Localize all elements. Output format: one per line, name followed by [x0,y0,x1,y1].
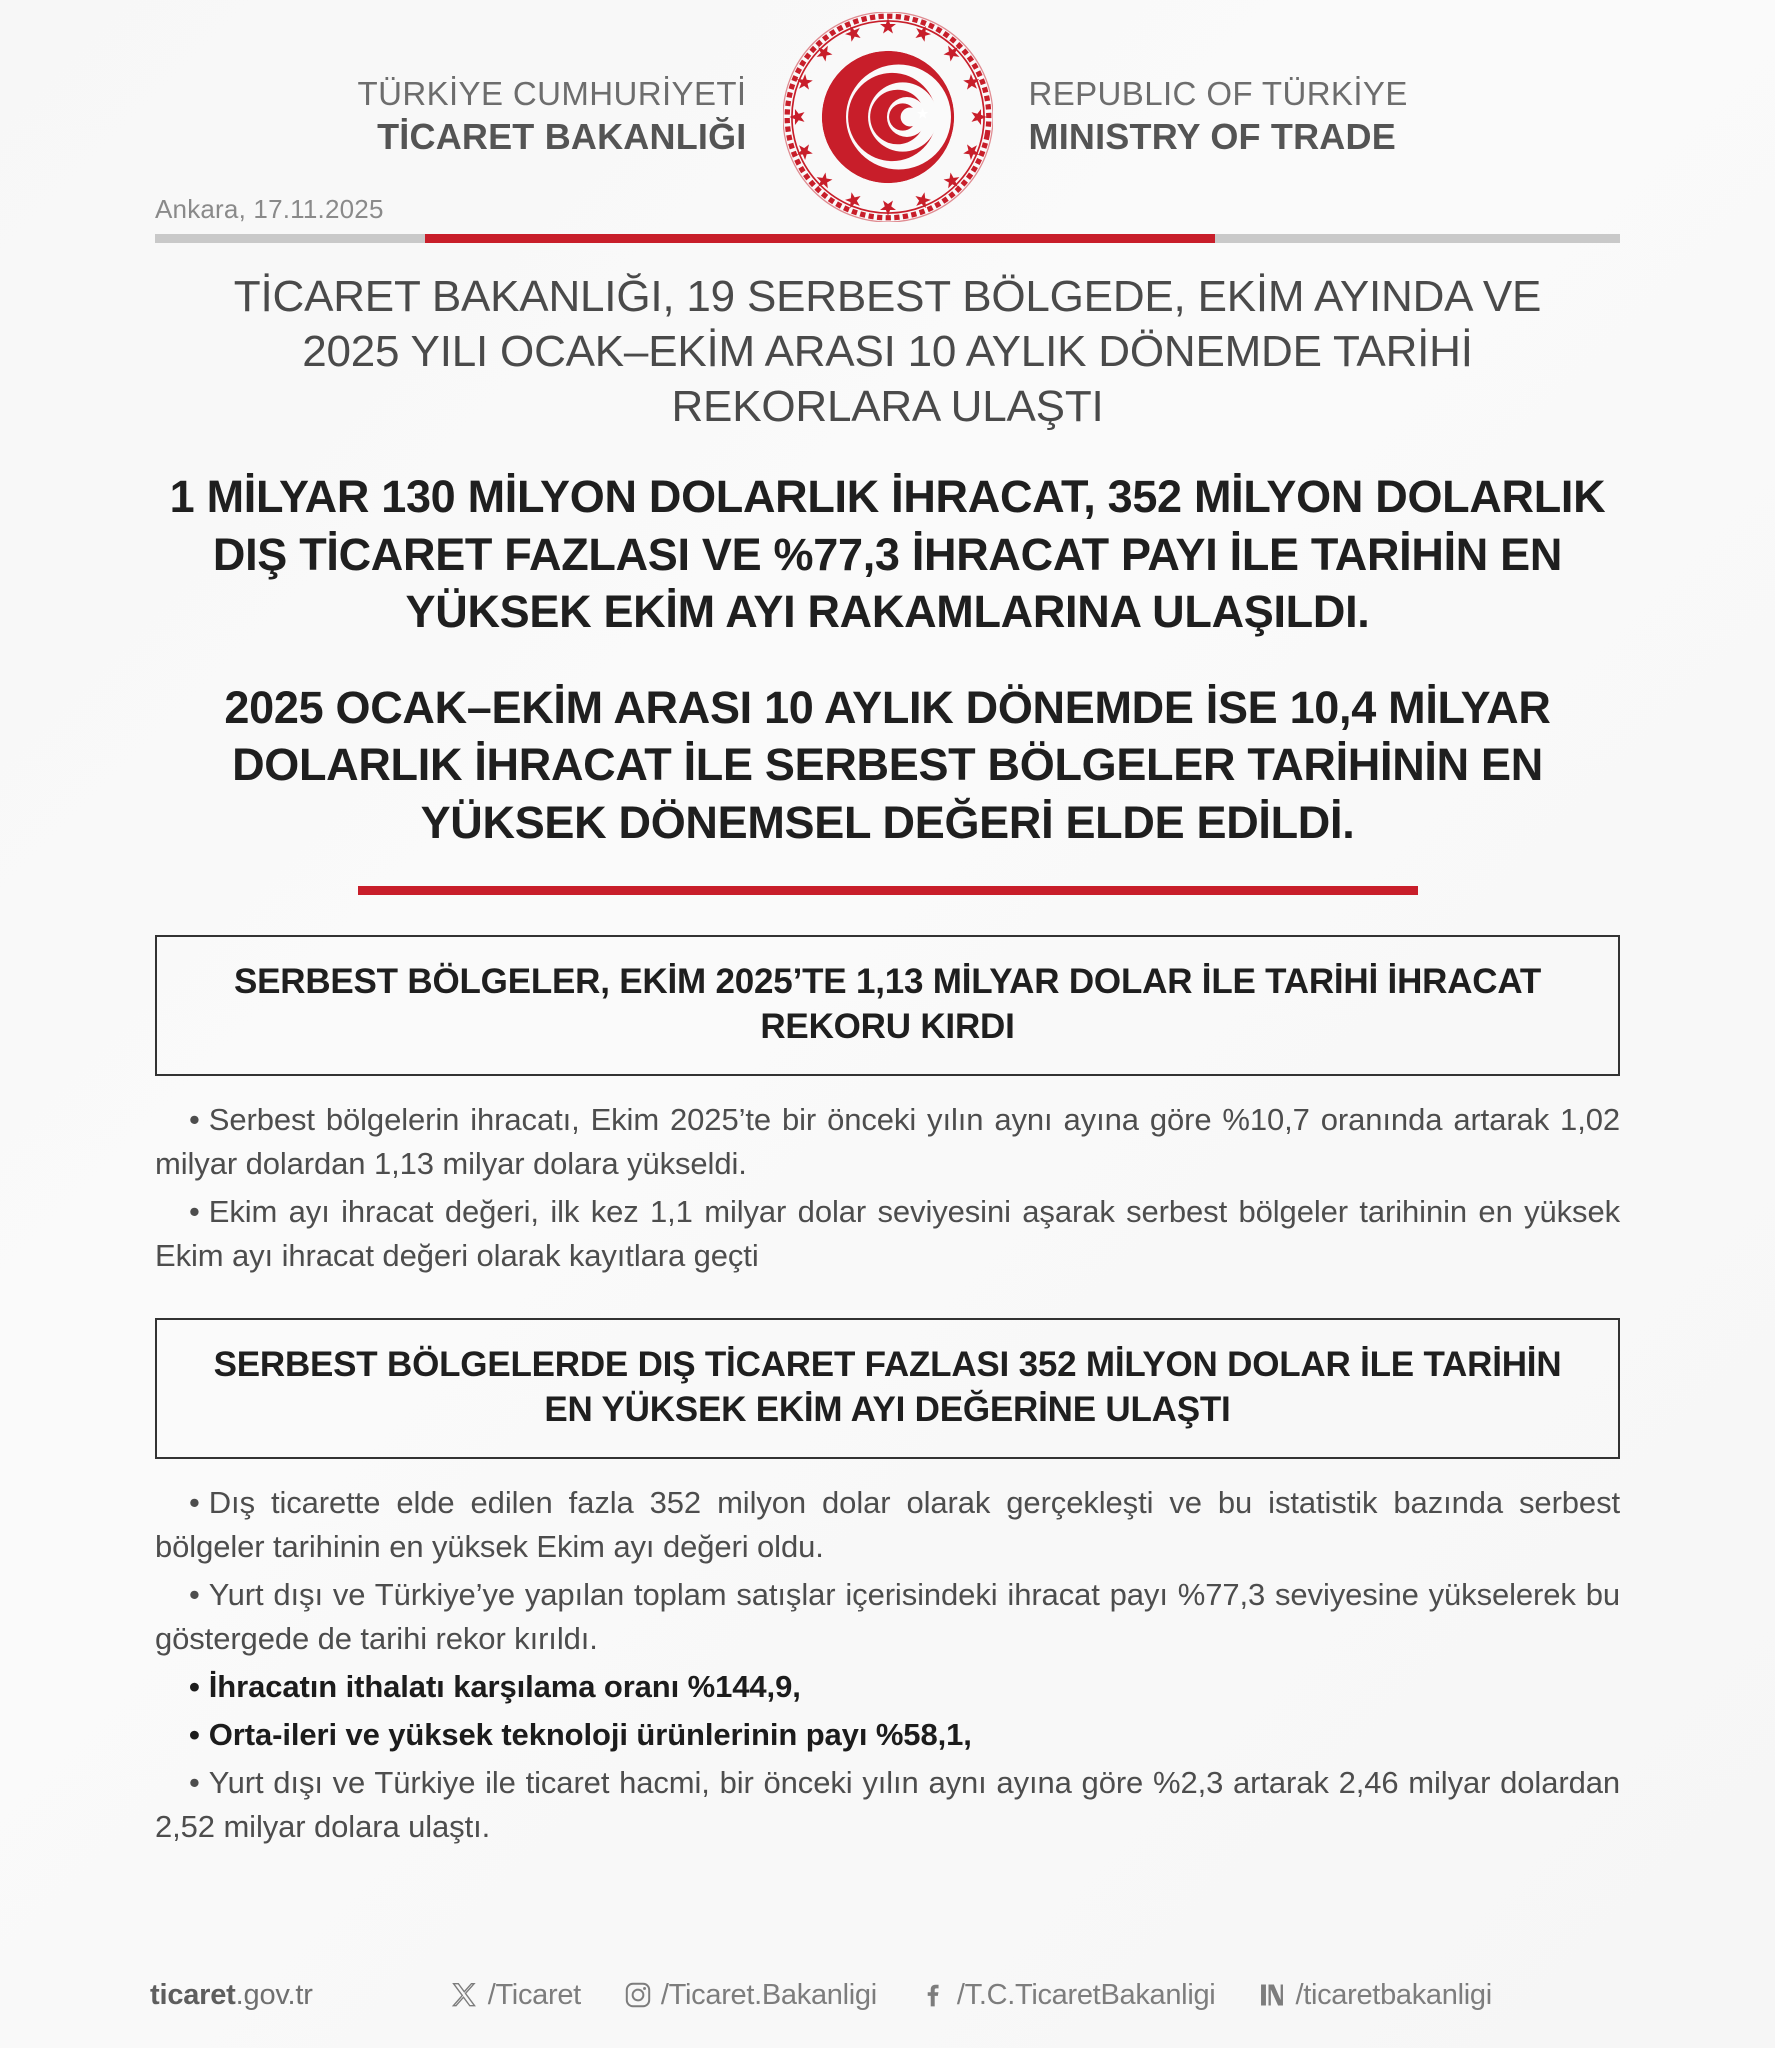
list-item [155,1573,1620,1661]
linktree-n-icon [1255,1978,1289,2012]
header-divider [155,234,1620,243]
list-item [155,1098,1620,1186]
brand-english [993,76,1549,157]
brand-turkish-line2: TİCARET BAKANLIĞI [377,116,747,158]
section-bullets-1 [155,1098,1620,1278]
list-item-text: Dış ticarette elde edilen fazla 352 milyon dolar olarak gerçekleşti ve bu istatistik bazında serbest bölgeler tarihinin en yüksek Ekim ayı değeri oldu. [155,1484,1620,1564]
list-item-text: Yurt dışı ve Türkiye’ye yapılan toplam satışlar içerisindeki ihracat payı %77,3 seviyesine yükselerek bu göstergede de tarihi rekor kırıldı. [155,1576,1620,1656]
list-item [155,1713,1620,1757]
lead-paragraph-2: 2025 OCAK–EKİM ARASI 10 AYLIK DÖNEMDE İSE 10,4 MİLYAR DOLARLIK İHRACAT İLE SERBEST BÖLGELER TARİHİNİN EN YÜKSEK DÖNEMSEL DEĞERİ ELDE EDİLDİ. [224,681,1551,848]
list-item [155,1761,1620,1849]
list-item-text: İhracatın ithalatı karşılama oranı %144,9, [208,1668,801,1704]
section-heading-box-2: SERBEST BÖLGELERDE DIŞ TİCARET FAZLASI 352 MİLYON DOLAR İLE TARİHİN EN YÜKSEK EKİM AYI DEĞERİNE ULAŞTI [155,1318,1620,1459]
instagram-icon [621,1978,655,2012]
brand-english-line1: REPUBLIC OF TÜRKİYE [1028,75,1408,113]
dateline: Ankara, 17.11.2025 [155,194,384,224]
website-link[interactable] [150,1979,313,2012]
website-link-rest: .gov.tr [235,1978,313,2011]
social-handle-linktree: /ticaretbakanligi [1295,1978,1492,2011]
section-bullets-2 [155,1481,1620,1849]
divider-segment-gray-left [155,234,425,243]
social-handle-instagram: /Ticaret.Bakanligi [660,1978,877,2011]
divider-segment-gray-right [1215,234,1620,243]
accent-divider-red [358,886,1418,895]
lead-paragraph-1: 1 MİLYAR 130 MİLYON DOLARLIK İHRACAT, 352 MİLYON DOLARLIK DIŞ TİCARET FAZLASI VE %77,3 İHRACAT PAYI İLE TARİHİN EN YÜKSEK EKİM AYI RAKAMLARINA ULAŞILDI. [169,471,1606,638]
list-item [155,1481,1620,1569]
bullet-marker-icon: • [189,1193,200,1229]
brand-english-line2: MINISTRY OF TRADE [1028,116,1396,158]
brand-turkish-line1: TÜRKİYE CUMHURİYETİ [357,75,747,113]
brand-turkish [227,76,783,157]
social-links [448,1978,1492,2012]
bullet-marker-icon: • [189,1576,200,1612]
page-title: TİCARET BAKANLIĞI, 19 SERBEST BÖLGEDE, EKİM AYINDA VE 2025 YILI OCAK–EKİM ARASI 10 AYLIK DÖNEMDE TARİHİ REKORLARA ULAŞTI [233,272,1542,431]
list-item [155,1190,1620,1278]
facebook-icon [917,1978,951,2012]
divider-segment-red [425,234,1215,243]
section-heading-box-1: SERBEST BÖLGELER, EKİM 2025’TE 1,13 MİLYAR DOLAR İLE TARİHİ İHRACAT REKORU KIRDI [155,935,1620,1076]
bullet-marker-icon: • [189,1764,200,1800]
republic-of-turkiye-ministry-of-trade-emblem [783,12,993,222]
bullet-marker-icon: • [189,1484,200,1520]
bullet-marker-icon: • [189,1716,200,1752]
list-item [155,1665,1620,1709]
bullet-marker-icon: • [189,1668,200,1704]
page-header [0,0,1775,200]
social-link-x[interactable] [448,1978,581,2012]
social-handle-x: /Ticaret [487,1978,581,2011]
social-link-instagram[interactable] [621,1978,877,2012]
social-link-facebook[interactable] [917,1978,1216,2012]
social-handle-facebook: /T.C.TicaretBakanligi [956,1978,1216,2011]
list-item-text: Serbest bölgelerin ihracatı, Ekim 2025’te bir önceki yılın aynı ayına göre %10,7 oranında artarak 1,02 milyar dolardan 1,13 milyar dolara yükseldi. [155,1101,1620,1181]
website-link-bold: ticaret [150,1978,236,2011]
social-link-linktree[interactable] [1255,1978,1491,2012]
list-item-text: Ekim ayı ihracat değeri, ilk kez 1,1 milyar dolar seviyesini aşarak serbest bölgeler tarihinin en yüksek Ekim ayı ihracat değeri olarak kayıtlara geçti [155,1193,1620,1273]
bullet-marker-icon: • [189,1101,200,1137]
list-item-text: Orta-ileri ve yüksek teknoloji ürünlerinin payı %58,1, [208,1716,972,1752]
list-item-text: Yurt dışı ve Türkiye ile ticaret hacmi, bir önceki yılın aynı ayına göre %2,3 artarak 2,46 milyar dolardan 2,52 milyar dolara ulaştı. [155,1764,1620,1844]
page-footer [0,1978,1775,2012]
x-twitter-icon [448,1978,482,2012]
